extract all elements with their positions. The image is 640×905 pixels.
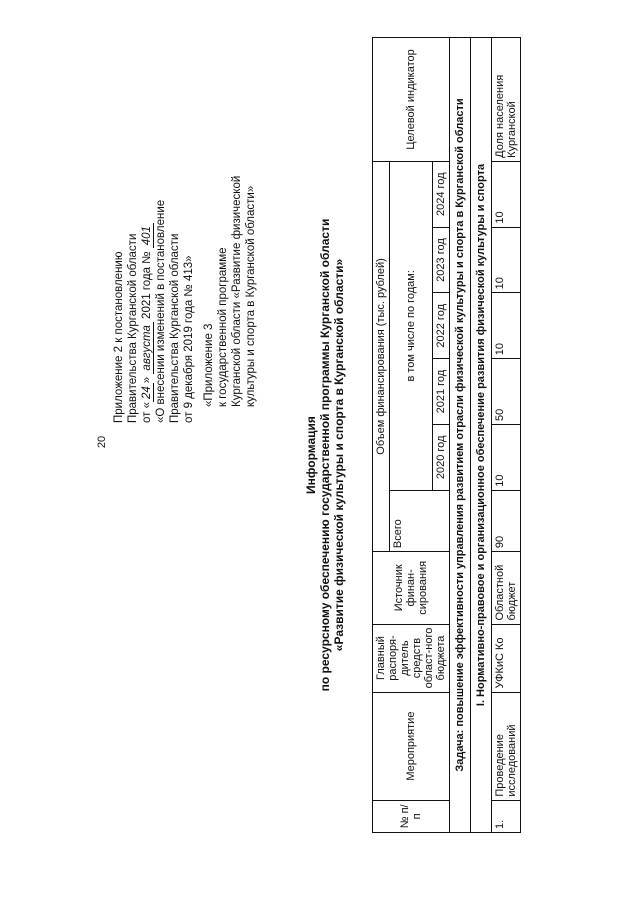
- header-by-years: в том числе по годам:: [390, 161, 433, 490]
- appendix-month: августа: [141, 322, 154, 373]
- title-line-1: Информация: [304, 416, 318, 494]
- row-2024: 10: [492, 161, 521, 227]
- header-total: Всего: [390, 490, 450, 551]
- row-total: 90: [492, 490, 521, 551]
- appendix-line-5: Правительства Курганской области: [169, 233, 181, 423]
- document-title: [304, 65, 346, 845]
- appendix-line-2: Правительства Курганской области: [127, 233, 139, 423]
- appendix-date-prefix: от «: [141, 401, 153, 423]
- title-line-2: по ресурсному обеспечению государственной программы Курганской области: [318, 218, 332, 692]
- appendix-line-6: от 9 декабря 2019 года № 413»: [183, 255, 195, 423]
- row-num: 1.: [492, 800, 521, 832]
- program-appendix-line-1: «Приложение 3: [203, 323, 215, 407]
- program-appendix-note: [202, 7, 258, 407]
- appendix-date-suffix: 2021 года №: [141, 251, 153, 319]
- header-source: Источник финан-сирования: [373, 552, 450, 624]
- row-event: Проведение исследований: [492, 692, 521, 800]
- row-indicator: Доля населения Курганской: [492, 38, 521, 162]
- page-number: 20: [96, 435, 109, 449]
- header-row-1: [373, 38, 390, 833]
- header-manager: Главный распоря-дитель средств област-ного бюджета: [373, 624, 450, 692]
- header-num: № п/п: [373, 800, 450, 832]
- row-2023: 10: [492, 227, 521, 293]
- header-year-2022: 2022 год: [433, 293, 450, 359]
- header-funding: Объем финансирования (тыс. рублей): [373, 161, 390, 551]
- appendix-line-3: [140, 3, 154, 423]
- task-cell: Задача: повышение эффективности управления развитием отрасли физической культуры и спорта в Курганской области: [450, 38, 471, 833]
- appendix-date-mid: »: [141, 376, 153, 384]
- header-year-2024: 2024 год: [433, 161, 450, 227]
- program-appendix-line-3: Курганской области «Развитие физической: [231, 175, 243, 407]
- header-year-2020: 2020 год: [433, 424, 450, 490]
- appendix-note: [112, 3, 196, 423]
- row-2020: 10: [492, 424, 521, 490]
- row-source: Областной бюджет: [492, 552, 521, 624]
- funding-table: [372, 37, 521, 833]
- row-2021: 50: [492, 359, 521, 425]
- header-year-2021: 2021 год: [433, 359, 450, 425]
- table-row: [492, 38, 521, 833]
- program-appendix-line-2: к государственной программе: [217, 247, 229, 407]
- task-row: [450, 38, 471, 833]
- header-event: Мероприятие: [373, 692, 450, 800]
- appendix-day: 24: [141, 383, 154, 402]
- section-row: [471, 38, 492, 833]
- header-indicator: Целевой индикатор: [373, 38, 450, 162]
- appendix-line-1: Приложение 2 к постановлению: [113, 251, 125, 423]
- appendix-line-4: «О внесении изменений в постановление: [155, 199, 167, 423]
- title-line-3: «Развитие физической культуры и спорта в Курганской области»: [332, 258, 346, 652]
- section-cell: I. Нормативно-правовое и организационное обеспечение развития физической культуры и спорта: [471, 38, 492, 833]
- row-2022: 10: [492, 293, 521, 359]
- header-year-2023: 2023 год: [433, 227, 450, 293]
- appendix-number: 401: [141, 223, 154, 248]
- program-appendix-line-4: культуры и спорта в Курганской области»: [245, 185, 257, 407]
- row-manager: УФКиС Ко: [492, 624, 521, 692]
